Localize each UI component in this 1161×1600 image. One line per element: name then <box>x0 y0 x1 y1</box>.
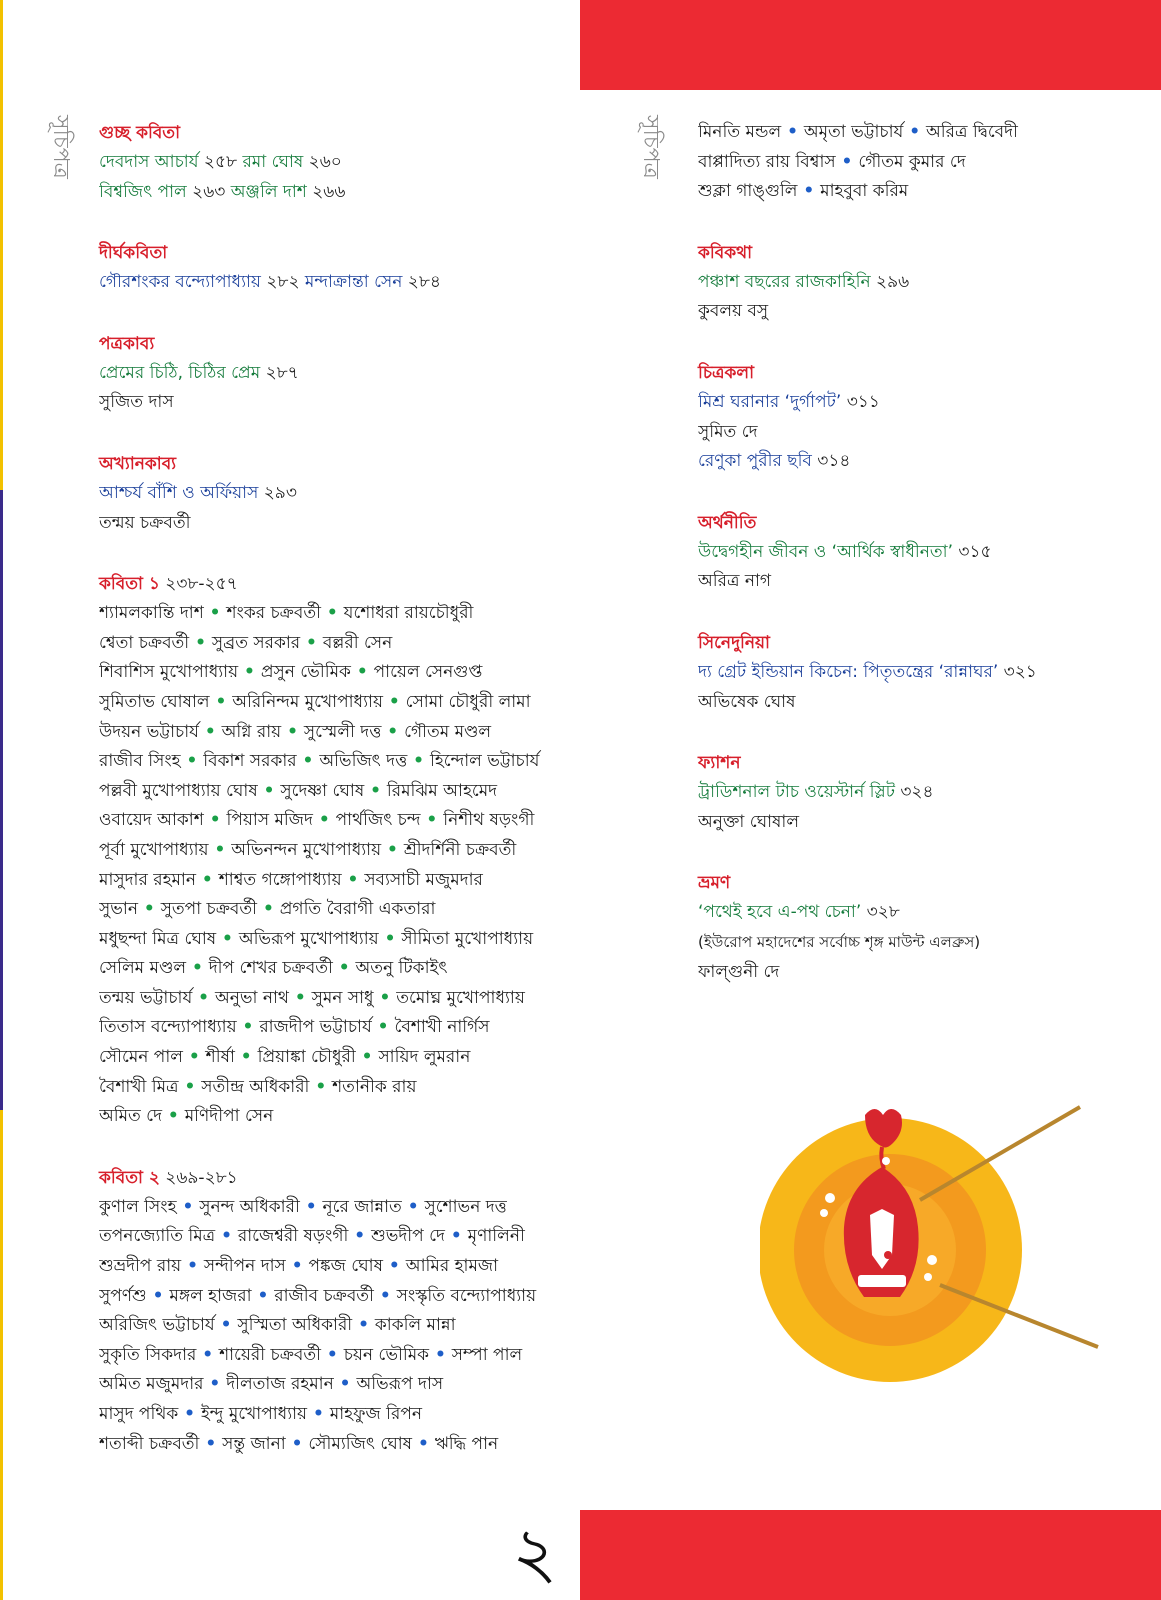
bullet-separator: • <box>332 958 356 979</box>
entry-page: ২৫৮ <box>198 152 243 172</box>
bullet-separator: • <box>420 810 444 831</box>
poet-name: কুণাল সিংহ <box>99 1196 177 1217</box>
bullet-separator: • <box>251 1285 275 1306</box>
entry-page: ৩২১ <box>998 661 1037 682</box>
poet-name: পার্থজিৎ চন্দ <box>335 810 421 831</box>
entry-page: ২৮২ <box>260 272 305 293</box>
entry-page: ৩২৮ <box>861 902 900 923</box>
poet-name: সন্দীপন দাস <box>203 1256 286 1277</box>
section-cineduniya <box>698 628 1118 717</box>
bullet-separator: • <box>176 1196 200 1217</box>
entry-title: মিশ্র ঘরানার ‘দুর্গাপট’ <box>698 391 842 412</box>
poet-name: সুতপা চক্রবর্তী <box>160 899 258 920</box>
poet-list <box>698 118 1118 207</box>
bullet-separator: • <box>288 987 312 1008</box>
poet-name: নিশীথ ষড়ংগী <box>443 810 535 831</box>
poet-name: বৈশাখী নার্গিস <box>394 1017 490 1038</box>
entry-title: দ্য গ্রেট ইন্ডিয়ান কিচেন: পিতৃতন্ত্রের ‘রান্নাঘর’ <box>698 661 999 682</box>
poet-name: অমৃতা ভট্টাচার্য <box>803 122 904 142</box>
bullet-separator: • <box>196 1344 220 1365</box>
bullet-separator: • <box>162 1106 185 1127</box>
bullet-separator: • <box>383 1256 406 1277</box>
entry-note: (ইউরোপ মহাদেশের সর্বোচ্চ শৃঙ্গ মাউন্ট এলব্রুস) <box>698 932 981 951</box>
poet-row <box>99 1430 559 1460</box>
bullet-separator: • <box>781 122 804 142</box>
entry-page: ২৮৭ <box>260 362 299 383</box>
bullet-separator: • <box>281 721 304 742</box>
poet-name: অভিজিৎ দত্ত <box>319 751 408 772</box>
bullet-separator: • <box>835 151 859 172</box>
bullet-separator: • <box>299 1196 323 1217</box>
poet-name: অরিত্র দ্বিবেদী <box>926 122 1018 142</box>
poet-name: অভিনন্দন মুখোপাধ্যায় <box>231 839 382 860</box>
entry-title: রেণুকা পুরীর ছবি <box>698 451 812 472</box>
poet-row <box>99 599 559 629</box>
poet-row <box>99 1073 559 1103</box>
left-edge-stripe-dark <box>0 490 3 1110</box>
bullet-separator: • <box>178 1404 201 1424</box>
dot-icon <box>825 1193 835 1203</box>
bullet-separator: • <box>214 1315 238 1336</box>
poet-name: দীপ শেখর চক্রবর্তী <box>208 958 333 979</box>
bullet-separator: • <box>257 780 281 801</box>
poet-name: গৌতম মণ্ডল <box>404 721 492 742</box>
poet-name: মাহবুবা করিম <box>820 181 909 202</box>
poet-name: সুমিতাভ ঘোষাল <box>99 691 210 712</box>
poet-name: পায়েল সেনগুপ্ত <box>373 662 483 683</box>
poet-name: চয়ন ভৌমিক <box>343 1344 430 1365</box>
bullet-separator: • <box>296 751 320 772</box>
poet-row <box>99 658 559 688</box>
entry-line <box>698 538 1118 568</box>
bullet-separator: • <box>381 721 405 742</box>
section-orthoniti <box>698 508 1118 597</box>
section-kobita-1 <box>99 569 559 1132</box>
contents-left-column <box>99 118 559 1490</box>
poet-name: তপনজ্যোতি মিত্র <box>99 1226 216 1247</box>
entry-title: উদ্বেগহীন জীবন ও ‘আর্থিক স্বাধীনতা’ <box>698 541 953 562</box>
page-number: ২ <box>512 1512 558 1594</box>
section-title: অর্থনীতি <box>698 512 757 533</box>
poet-name: রাজেশ্বরী ষড়ংগী <box>237 1226 349 1247</box>
poet-name: তন্ময় ভট্টাচার্য <box>99 987 193 1008</box>
entry-title: প্রেমের চিঠি, চিঠির প্রেম <box>99 362 261 383</box>
poet-name: সৌমেন পাল <box>99 1047 183 1068</box>
poet-name: বিকাশ সরকার <box>203 751 297 772</box>
section-title <box>99 569 559 599</box>
section-title: চিত্রকলা <box>698 362 755 383</box>
poet-name: সুপর্ণশু <box>99 1285 147 1306</box>
poet-name: মণিদীপা সেন <box>184 1106 274 1127</box>
poet-name: প্রিয়াঙ্কা চৌধুরী <box>257 1047 356 1068</box>
entry-line <box>99 359 559 389</box>
section-title-text: কবিতা ১ <box>99 574 160 595</box>
bullet-separator: • <box>382 691 406 712</box>
poet-row <box>99 747 559 777</box>
entry-page: ২৯৩ <box>258 482 297 503</box>
bullet-separator: • <box>355 1047 379 1068</box>
poet-name: সুকৃতি সিকদার <box>99 1344 197 1365</box>
poet-row <box>99 1102 559 1132</box>
poet-name: পঙ্কজ ঘোষ <box>308 1256 383 1277</box>
poet-row <box>99 1341 559 1371</box>
bullet-separator: • <box>407 751 430 772</box>
poet-name: শ্বেতা চক্রবর্তী <box>99 632 190 653</box>
entry-author: গৌরশংকর বন্দ্যোপাধ্যায় <box>99 272 261 293</box>
section-title: কবিকথা <box>698 242 753 263</box>
poet-name: সুভান <box>99 899 138 920</box>
entry-line <box>99 148 559 178</box>
bullet-separator: • <box>348 1226 372 1247</box>
poet-name: সতীন্দ্র অধিকারী <box>201 1076 310 1097</box>
poet-name: উদয়ন ভট্টাচার্য <box>99 721 199 742</box>
poet-name: মঙ্গল হাজরা <box>169 1285 252 1306</box>
poet-name: রিমঝিম আহমেদ <box>386 780 498 801</box>
poet-row <box>99 1370 559 1400</box>
section-kobita-continued <box>698 118 1118 207</box>
entry-author: বিশ্বজিৎ পাল <box>99 181 187 202</box>
bullet-separator: • <box>146 1285 170 1306</box>
bullet-separator: • <box>209 691 233 712</box>
poet-row <box>99 1013 559 1043</box>
poet-name: সুব্রত সরকার <box>211 632 301 653</box>
section-title <box>99 1163 559 1193</box>
dot-icon <box>924 1273 932 1281</box>
poet-row <box>99 1282 559 1312</box>
poet-name: সম্পা পাল <box>451 1344 523 1365</box>
bullet-separator: • <box>307 1404 330 1424</box>
entry-title: ট্রাডিশনাল টাচ ওয়েস্টার্ন স্লিট <box>698 782 895 803</box>
section-title: ভ্রমণ <box>698 873 731 894</box>
section-title: সিনেদুনিয়া <box>698 632 770 653</box>
bottom-red-bar <box>580 1510 1161 1600</box>
poet-name: আমির হামজা <box>405 1256 499 1277</box>
poet-name: অগ্নি রায় <box>221 721 282 742</box>
poet-row <box>698 148 1118 178</box>
poet-name: মাসুদ পথিক <box>99 1404 179 1424</box>
poet-row <box>99 718 559 748</box>
bullet-separator: • <box>300 632 323 653</box>
poet-name: মাহফুজ রিপন <box>329 1404 423 1424</box>
dot-icon <box>820 1209 828 1217</box>
poet-row <box>698 177 1118 207</box>
entry-line <box>698 447 1118 477</box>
section-page-range: ২৬৯-২৮১ <box>159 1167 238 1188</box>
poet-name: রাজদীপ ভট্টাচার্য <box>259 1017 372 1038</box>
poet-name: অভিরূপ মুখোপাধ্যায় <box>238 928 379 949</box>
entry-title: ‘পথেই হবে এ-পথ চেনা’ <box>698 902 862 923</box>
entry-line <box>698 778 1118 808</box>
poet-row <box>99 688 559 718</box>
side-label-right: সূচিপত্র <box>638 115 663 179</box>
nib-hole-icon <box>884 1251 892 1259</box>
poet-name: সুমন সাধু <box>311 987 374 1008</box>
poet-row <box>99 1311 559 1341</box>
poet-name: অমিত মজুমদার <box>99 1374 204 1395</box>
section-title: দীর্ঘকবিতা <box>99 243 168 264</box>
poet-name: মৃণালিনী <box>467 1226 525 1247</box>
poet-row <box>99 866 559 896</box>
poet-name: ঋদ্ধি পান <box>434 1433 499 1454</box>
poet-row <box>698 118 1118 148</box>
section-akhyankabyo <box>99 449 559 538</box>
poet-name: শতাব্দী চক্রবর্তী <box>99 1433 200 1454</box>
poet-name: শ্রীদর্শিনী চক্রবর্তী <box>403 839 517 860</box>
bullet-separator: • <box>238 662 261 683</box>
entry-page: ৩২৪ <box>894 782 934 803</box>
entry-author: তন্ময় চক্রবর্তী <box>99 512 191 533</box>
poet-name: প্রসুন ভৌমিক <box>260 662 351 683</box>
entry-page: ৩১১ <box>841 391 880 412</box>
section-title: ফ্যাশন <box>698 753 741 774</box>
poet-name: শংকর চক্রবর্তী <box>226 603 321 624</box>
entry-page: ৩১৫ <box>952 541 992 562</box>
entry-line <box>698 388 1118 418</box>
nib-base-icon <box>858 1275 906 1287</box>
entry-author: মন্দাক্রান্তা সেন <box>304 272 403 293</box>
poet-row <box>99 954 559 984</box>
poet-name: তিতাস বন্দ্যোপাধ্যায় <box>99 1017 237 1038</box>
poet-name: তমোঘ্ন মুখোপাধ্যায় <box>396 987 525 1008</box>
bullet-separator: • <box>180 751 204 772</box>
entry-author: অরিত্র নাগ <box>698 571 772 592</box>
bullet-separator: • <box>186 958 209 979</box>
poet-name: শুক্লা গাঙ্গুলি <box>698 181 798 202</box>
poet-name: সন্তু জানা <box>222 1433 286 1454</box>
poet-row <box>99 1043 559 1073</box>
top-red-bar <box>580 0 1161 90</box>
poet-name: মিনতি মন্ডল <box>698 122 782 142</box>
entry-page: ২৬৩ <box>186 181 231 202</box>
poet-row <box>99 1400 559 1430</box>
bullet-separator: • <box>429 1344 452 1365</box>
bullet-separator: • <box>182 1047 206 1068</box>
bullet-separator: • <box>341 869 365 890</box>
entry-author: ফাল্গুনী দে <box>698 961 780 982</box>
poet-name: অতনু টিকাইৎ <box>355 958 448 979</box>
entry-author: কুবলয় বসু <box>698 301 769 322</box>
bullet-separator: • <box>378 928 402 949</box>
poet-name: প্রগতি বৈরাগী একতারা <box>279 899 436 920</box>
poet-name: শ্যামলকান্তি দাশ <box>99 603 204 624</box>
bullet-separator: • <box>373 1285 397 1306</box>
poet-row <box>99 806 559 836</box>
side-label-left: সূচিপত্র <box>48 115 73 179</box>
section-potrokabyo <box>99 329 559 418</box>
bullet-separator: • <box>203 810 227 831</box>
poet-row <box>99 836 559 866</box>
entry-author: অঞ্জলি দাশ <box>230 181 307 202</box>
entry-page: ৩১৪ <box>811 451 851 472</box>
section-chitrokola <box>698 358 1118 477</box>
bullet-separator: • <box>903 122 927 142</box>
poet-name: অরিনিন্দম মুখোপাধ্যায় <box>232 691 383 712</box>
bullet-separator: • <box>401 1196 425 1217</box>
section-kobikotha <box>698 238 1118 327</box>
poet-row <box>99 925 559 955</box>
poet-name: বল্লরী সেন <box>322 632 393 653</box>
poet-list <box>99 599 559 1132</box>
bullet-separator: • <box>203 1374 227 1395</box>
contents-right-column <box>698 118 1118 1018</box>
section-dirgho-kobita <box>99 238 559 298</box>
poet-name: সুনন্দ অধিকারী <box>199 1196 300 1217</box>
bullet-separator: • <box>350 662 374 683</box>
poet-name: দীলতাজ রহমান <box>226 1374 334 1395</box>
section-guccho-kobita <box>99 118 559 207</box>
bullet-separator: • <box>215 1226 238 1247</box>
entry-author: রমা ঘোষ <box>242 152 304 172</box>
entry-page: ২৬৬ <box>306 181 346 202</box>
entry-author: অভিষেক ঘোষ <box>698 691 796 712</box>
poet-name: সায়িদ লুমরান <box>378 1047 471 1068</box>
bullet-separator: • <box>309 1076 333 1097</box>
poet-name: শায়েরী চক্রবর্তী <box>219 1344 321 1365</box>
bullet-separator: • <box>412 1433 435 1454</box>
entry-line <box>698 898 1118 928</box>
poet-name: সুস্মিতা অধিকারী <box>237 1315 353 1336</box>
bullet-separator: • <box>320 603 344 624</box>
poet-name: হিন্দোল ভট্টাচার্য <box>429 751 540 772</box>
poet-name: পিয়াস মজিদ <box>226 810 313 831</box>
poet-name: রাজীব সিংহ <box>99 751 181 772</box>
poet-name: গৌতম কুমার দে <box>858 151 966 172</box>
poet-row <box>99 629 559 659</box>
bullet-separator: • <box>189 632 212 653</box>
bullet-separator: • <box>198 721 222 742</box>
poet-name: শাশ্বত গঙ্গোপাধ্যায় <box>218 869 342 890</box>
bullet-separator: • <box>364 780 387 801</box>
entry-author: সুমিত দে <box>698 421 758 442</box>
section-page-range: ২৩৮-২৫৭ <box>159 574 238 595</box>
poet-name: রাজীব চক্রবর্তী <box>274 1285 374 1306</box>
poet-row <box>99 984 559 1014</box>
poet-name: শুভ্রদীপ রায় <box>99 1256 182 1277</box>
section-title: অখ্যানকাব্য <box>99 453 177 474</box>
entry-page: ২৯৬ <box>870 271 910 292</box>
bullet-separator: • <box>352 1315 375 1336</box>
poet-row <box>99 1222 559 1252</box>
entry-line <box>99 178 559 208</box>
bullet-separator: • <box>371 1017 395 1038</box>
entry-author: অনুক্তা ঘোষাল <box>698 811 800 832</box>
bullet-separator: • <box>181 1256 204 1277</box>
poet-row <box>99 1252 559 1282</box>
bullet-separator: • <box>257 899 280 920</box>
entry-title: আশ্চর্য বাঁশি ও অর্ফিয়াস <box>99 482 259 503</box>
entry-title: পঞ্চাশ বছরের রাজকাহিনি <box>698 271 871 292</box>
bullet-separator: • <box>192 987 215 1008</box>
entry-line <box>99 268 559 298</box>
poet-name: সেলিম মণ্ডল <box>99 958 187 979</box>
entry-page: ২৮৪ <box>402 272 441 293</box>
poet-row <box>99 1193 559 1223</box>
poet-name: সুস্মেলী দত্ত <box>303 721 382 742</box>
poet-name: পল্লবী মুখোপাধ্যায় ঘোষ <box>99 780 258 801</box>
section-title: গুচ্ছ কবিতা <box>99 123 180 143</box>
bullet-separator: • <box>203 603 227 624</box>
section-fashion <box>698 748 1118 837</box>
poet-name: ইন্দু মুখোপাধ্যায় <box>200 1404 308 1424</box>
poet-name: সব্যসাচী মজুমদার <box>364 869 483 890</box>
poet-name: অরিজিৎ ভট্টাচার্য <box>99 1315 215 1336</box>
poet-name: শিবাশিস মুখোপাধ্যায় <box>99 662 239 683</box>
bullet-separator: • <box>199 1433 223 1454</box>
section-title-text: কবিতা ২ <box>99 1167 160 1188</box>
poet-name: বাপ্পাদিত্য রায় বিশ্বাস <box>698 151 836 172</box>
poet-name: সংস্কৃতি বন্দ্যোপাধ্যায় <box>396 1285 537 1306</box>
poet-name: বৈশাখী মিত্র <box>99 1076 179 1097</box>
bullet-separator: • <box>381 839 404 860</box>
bullet-separator: • <box>196 869 219 890</box>
poet-row <box>99 895 559 925</box>
bullet-separator: • <box>373 987 397 1008</box>
poet-name: নূরে জান্নাত <box>322 1196 402 1217</box>
dot-icon <box>882 1157 890 1165</box>
poet-name: সোমা চৌধুরী লামা <box>405 691 531 712</box>
poet-name: সৌম্যজিৎ ঘোষ <box>308 1433 413 1454</box>
bullet-separator: • <box>208 839 232 860</box>
poet-name: অমিত দে <box>99 1106 163 1127</box>
poet-list <box>99 1193 559 1459</box>
entry-page: ২৬০ <box>303 152 342 172</box>
poet-name: অনুভা নাথ <box>214 987 289 1008</box>
bullet-separator: • <box>797 181 821 202</box>
entry-author: সুজিত দাস <box>99 392 174 413</box>
bullet-separator: • <box>234 1047 258 1068</box>
poet-name: শুভদীপ দে <box>371 1226 445 1247</box>
bullet-separator: • <box>216 928 239 949</box>
section-bhromon <box>698 868 1118 987</box>
poet-name: মাসুদার রহমান <box>99 869 197 890</box>
bullet-separator: • <box>333 1374 357 1395</box>
section-kobita-2 <box>99 1163 559 1459</box>
pen-nib-logo <box>760 1105 1100 1395</box>
poet-row <box>99 777 559 807</box>
poet-name: সুদেষ্ণা ঘোষ <box>280 780 365 801</box>
poet-name: ওবায়েদ আকাশ <box>99 810 204 831</box>
entry-line <box>698 658 1118 688</box>
bullet-separator: • <box>444 1226 468 1247</box>
bullet-separator: • <box>285 1256 309 1277</box>
section-title: পত্রকাব্য <box>99 333 155 354</box>
poet-name: যশোধরা রায়চৌধুরী <box>343 603 474 624</box>
dot-icon <box>927 1255 937 1265</box>
poet-name: কাকলি মান্না <box>374 1315 456 1336</box>
poet-name: সুশোভন দত্ত <box>424 1196 507 1217</box>
entry-line <box>698 268 1118 298</box>
bullet-separator: • <box>320 1344 344 1365</box>
entry-line <box>99 479 559 509</box>
poet-name: অভিরূপ দাস <box>356 1374 444 1395</box>
poet-name: শতানীক রায় <box>332 1076 417 1097</box>
poet-name: সীমিতা মুখোপাধ্যায় <box>401 928 534 949</box>
bullet-separator: • <box>236 1017 260 1038</box>
poet-name: পূর্বা মুখোপাধ্যায় <box>99 839 209 860</box>
bullet-separator: • <box>285 1433 309 1454</box>
entry-author: দেবদাস আচার্য <box>99 152 199 172</box>
bullet-separator: • <box>312 810 336 831</box>
bullet-separator: • <box>137 899 161 920</box>
poet-name: শীর্ষা <box>205 1047 235 1068</box>
poet-name: মধুছন্দা মিত্র ঘোষ <box>99 928 217 949</box>
bullet-separator: • <box>178 1076 202 1097</box>
